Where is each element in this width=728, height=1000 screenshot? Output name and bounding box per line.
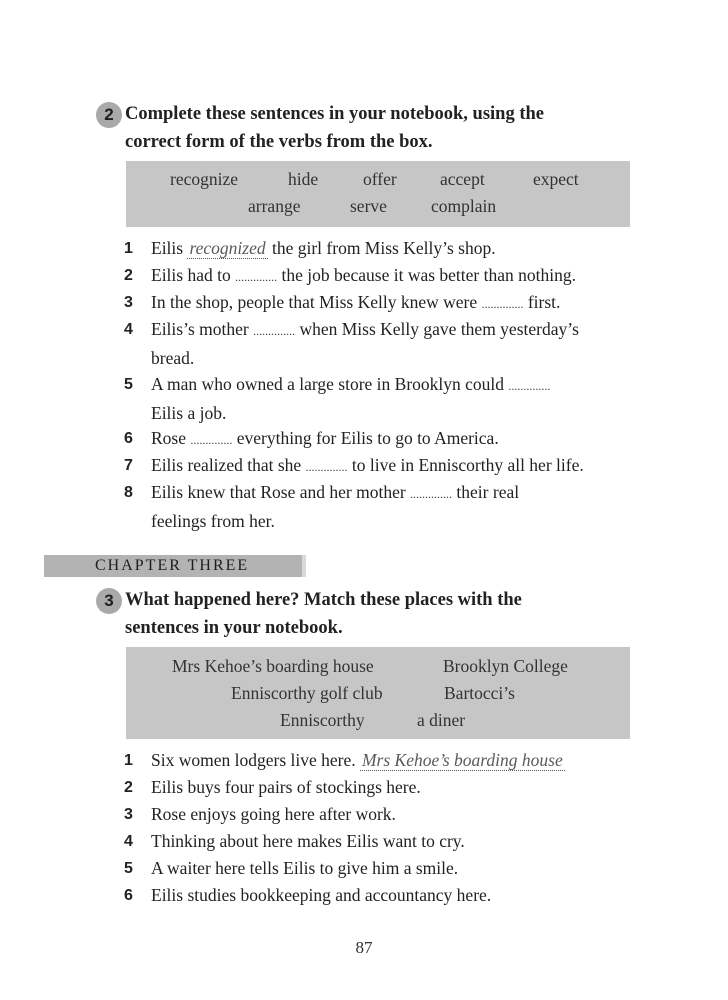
sentence-text: the girl from Miss Kelly’s shop. <box>267 238 496 258</box>
sentence-text: Eilis’s mother <box>151 319 254 339</box>
word-box-verb: recognize <box>170 169 239 189</box>
item-sentence <box>151 371 644 427</box>
word-box-verb: hide <box>288 169 319 189</box>
answer-blank: .............. <box>190 433 233 447</box>
places-box-row-2 <box>126 680 630 706</box>
exercise-2-instructions-line-2: correct form of the verbs from the box. <box>125 132 433 152</box>
item-number: 1 <box>124 752 133 769</box>
sentence-text: Eilis realized that she <box>151 455 306 475</box>
word-box-verb: serve <box>350 196 387 216</box>
word-box-verb: accept <box>440 169 485 189</box>
item-sentence: Rose enjoys going here after work. <box>151 804 396 824</box>
sentence-text: their real <box>452 482 520 502</box>
sentence-text: Eilis knew that Rose and her mother <box>151 482 411 502</box>
item-number: 4 <box>124 321 133 338</box>
answer-blank: .............. <box>508 379 551 393</box>
sentence-text: feelings from her. <box>151 511 275 531</box>
answer-blank: .............. <box>305 460 348 474</box>
sentence-text: bread. <box>151 348 195 368</box>
item-number: 6 <box>124 887 133 904</box>
sentence-text: Rose <box>151 428 191 448</box>
exercise-3-instructions-line-1: What happened here? Match these places with the <box>125 590 522 610</box>
word-box-place: Enniscorthy <box>280 710 365 730</box>
exercise-3-number-badge: 3 <box>96 588 122 614</box>
item-number: 7 <box>124 457 133 474</box>
item-sentence <box>151 425 644 454</box>
item-sentence <box>151 235 644 262</box>
word-box-place: a diner <box>417 710 466 730</box>
sentence-text: Eilis a job. <box>151 403 227 423</box>
item-number: 3 <box>124 294 133 311</box>
example-answer: recognized <box>189 238 266 258</box>
sentence-text: In the shop, people that Miss Kelly knew were <box>151 292 482 312</box>
example-answer: Mrs Kehoe’s boarding house <box>361 750 563 770</box>
exercise-2-number-badge: 2 <box>96 102 122 128</box>
places-box-row-3 <box>126 707 630 733</box>
places-box-row-1 <box>126 653 630 679</box>
sentence-text: the job because it was better than nothing. <box>277 265 576 285</box>
answer-blank: .............. <box>253 324 296 338</box>
item-sentence <box>151 316 644 372</box>
sentence-text: when Miss Kelly gave them yesterday’s <box>295 319 579 339</box>
exercise-3-instructions-line-2: sentences in your notebook. <box>125 618 343 638</box>
word-box-verb: expect <box>533 169 579 189</box>
item-number: 8 <box>124 484 133 501</box>
word-box-place: Brooklyn College <box>443 656 568 676</box>
item-number: 1 <box>124 240 133 257</box>
sentence-text: first. <box>523 292 561 312</box>
item-sentence: Eilis buys four pairs of stockings here. <box>151 777 421 797</box>
item-number: 4 <box>124 833 133 850</box>
exercise-2-instructions-line-1: Complete these sentences in your notebook, using the <box>125 104 544 124</box>
exercise-3-instructions <box>125 586 645 642</box>
sentence-text: A man who owned a large store in Brooklyn could <box>151 374 509 394</box>
item-number: 6 <box>124 430 133 447</box>
item-sentence: Thinking about here makes Eilis want to cry. <box>151 831 465 851</box>
item-number: 5 <box>124 376 133 393</box>
sentence-text: everything for Eilis to go to America. <box>232 428 499 448</box>
verb-word-box-row-1 <box>126 166 630 192</box>
sentence-text: Six women lodgers live here. <box>151 750 360 770</box>
sentence-text: Eilis had to <box>151 265 236 285</box>
answer-blank: .............. <box>481 297 524 311</box>
word-box-place: Mrs Kehoe’s boarding house <box>172 656 374 676</box>
item-sentence <box>151 452 644 481</box>
word-box-verb: offer <box>363 169 397 189</box>
verb-word-box <box>126 161 630 227</box>
word-box-place: Enniscorthy golf club <box>231 683 383 703</box>
word-box-verb: arrange <box>248 196 301 216</box>
item-sentence: Eilis studies bookkeeping and accountancy here. <box>151 885 492 905</box>
answer-blank: .............. <box>410 487 453 501</box>
item-number: 3 <box>124 806 133 823</box>
page-number: 87 <box>355 938 373 957</box>
answer-blank: .............. <box>235 270 278 284</box>
item-sentence <box>151 262 644 291</box>
sentence-text: Eilis <box>151 238 188 258</box>
item-number: 2 <box>124 267 133 284</box>
item-number: 5 <box>124 860 133 877</box>
word-box-verb: complain <box>431 196 497 216</box>
verb-word-box-row-2 <box>126 193 630 219</box>
places-word-box <box>126 647 630 739</box>
sentence-text: to live in Enniscorthy all her life. <box>347 455 584 475</box>
item-sentence <box>151 479 644 535</box>
item-sentence <box>151 747 644 774</box>
word-box-place: Bartocci’s <box>444 683 515 703</box>
item-sentence: A waiter here tells Eilis to give him a smile. <box>151 858 459 878</box>
chapter-heading-banner <box>44 555 306 577</box>
item-number: 2 <box>124 779 133 796</box>
chapter-heading: CHAPTER THREE <box>95 557 250 574</box>
item-sentence <box>151 289 644 318</box>
exercise-2-instructions <box>125 100 645 156</box>
